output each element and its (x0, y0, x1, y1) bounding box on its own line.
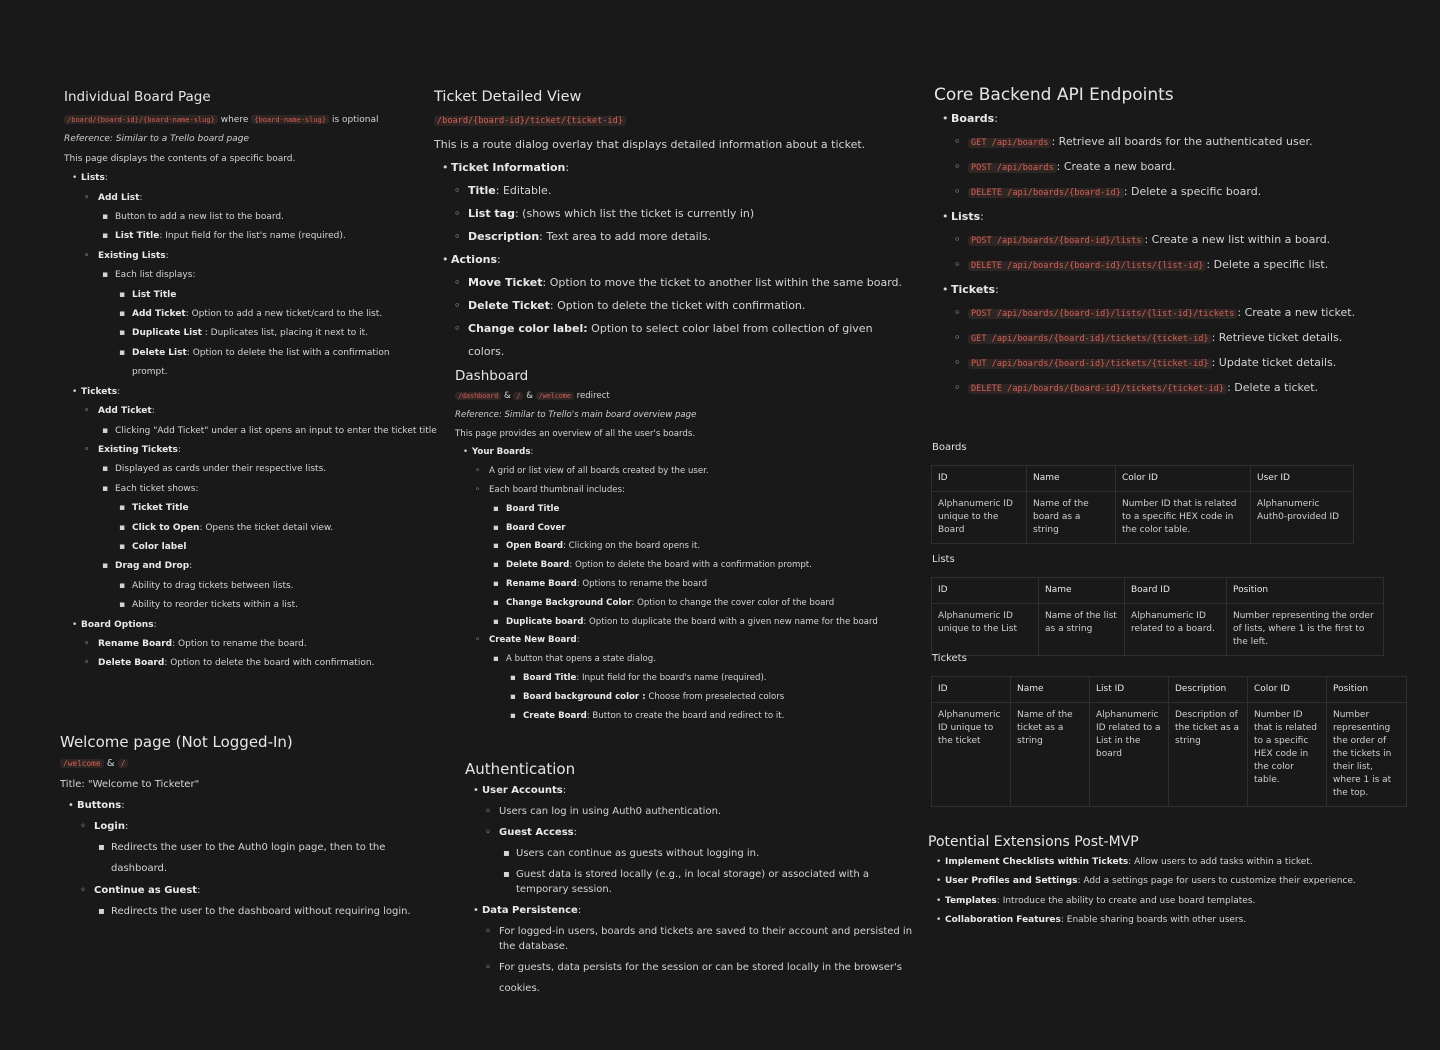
table-header: Name (1027, 466, 1116, 492)
list-item: ▪ Board Cover (489, 519, 895, 538)
list-item: ▪ Delete Board: Option to delete the board with a confirmation prompt. (489, 556, 895, 575)
list-item: ▪ Redirects the user to the Auth0 login page, then to the dashboard. (94, 837, 430, 879)
list-item: ◦ Continue as Guest: ▪ Redirects the user to the dashboard without requiring login. (77, 880, 430, 922)
list-item: • User Profiles and Settings: Add a settings page for users to customize their experience. (932, 872, 1408, 891)
list-item: ◦ DELETE /api/boards/{board-id}/lists/{list-id} : Delete a specific list. (951, 253, 1404, 278)
board-page-title: Individual Board Page (64, 89, 211, 105)
list-item: • Buttons: ◦ Login: ▪ Redirects the user to the Auth0 login page, then to the dashboard. ◦ Continue as Guest: ▪ Redirects the user to the dashboard without requiring login. (64, 795, 430, 922)
list-item: ◦ POST /api/boards/{board-id}/lists/{list-id}/tickets : Create a new ticket. (951, 301, 1404, 326)
list-item: • Board Options: ◦ Rename Board: Option to rename the board. ◦ Delete Board: Option to delete the board with confirmation. (68, 616, 424, 674)
dashboard-card (455, 365, 895, 725)
table-row (932, 703, 1407, 807)
table-header: Description (1169, 677, 1248, 703)
board-reference: Reference: Similar to a Trello board page (64, 134, 250, 145)
table-header: Color ID (1116, 466, 1251, 492)
api-card (934, 83, 1404, 401)
list-item: ◦ Change color label: Option to select color label from collection of given colors. (451, 317, 904, 363)
table-cell: Name of the list as a string (1039, 604, 1125, 656)
list-item: • Lists: ◦ Add List: ▪ Button to add a new list to the board. ▪ List Title: Input field for the list's name (required). ◦ Existing Lists: ▪ Each list displays: ▪ List Title ▪ Add Ticket: Option to add a new ticket/card to the list. ▪ Duplicate List : Duplicates list, placing it next to it. ▪ Delete List: Option to delete the list with a confirmation prompt. (68, 169, 424, 382)
route-optional-text: is optional (331, 115, 379, 125)
dashboard-intro: This page provides an overview of all the user's boards. (455, 428, 696, 439)
list-item: ▪ Create Board: Button to create the board and redirect to it. (506, 707, 895, 726)
list-item: ▪ Open Board: Clicking on the board opens it. (489, 537, 895, 556)
list-item: ◦ Existing Tickets: ▪ Displayed as cards under their respective lists. ▪ Each ticket shows: ▪ Ticket Title ▪ Click to Open: Opens the ticket detail view. ▪ Color label ▪ Drag and Drop: ▪ Ability to drag tickets between lists. ▪ Ability to reorder tickets within a list. (81, 441, 424, 616)
api-title: Core Backend API Endpoints (934, 85, 1174, 105)
table-header: Board ID (1125, 578, 1227, 604)
table-cell: Number ID that is related to a specific HEX code in the color table. (1248, 703, 1327, 807)
extensions-title: Potential Extensions Post-MVP (928, 834, 1139, 850)
list-item: ▪ List Title (115, 286, 424, 305)
dashboard-route (455, 387, 895, 406)
list-item: ◦ Add List: ▪ Button to add a new list to the board. ▪ List Title: Input field for the list's name (required). (81, 189, 424, 247)
table-cell: Alphanumeric ID unique to the Board (932, 492, 1027, 544)
tickets-table-caption: Tickets (932, 653, 967, 664)
boards-table (931, 465, 1354, 544)
ticket-route-code: /board/{board-id}/ticket/{ticket-id} (434, 116, 626, 126)
list-item: ◦ Login: ▪ Redirects the user to the Auth0 login page, then to the dashboard. (77, 816, 430, 879)
list-item: ◦ Guest Access: ▪ Users can continue as guests without logging in. ▪ Guest data is stored locally (e.g., in local storage) or associated with a temporary session. (482, 822, 915, 900)
list-item: ▪ Each list displays: ▪ List Title ▪ Add Ticket: Option to add a new ticket/card to the list. ▪ Duplicate List : Duplicates list, placing it next to it. ▪ Delete List: Option to delete the list with a confirmation prompt. (98, 266, 424, 382)
table-header: Color ID (1248, 677, 1327, 703)
tickets-table (931, 676, 1407, 807)
list-item: ◦ Move Ticket: Option to move the ticket to another list within the same board. (451, 271, 904, 294)
list-item: ◦ DELETE /api/boards/{board-id} : Delete a specific board. (951, 180, 1404, 205)
table-cell: Alphanumeric ID related to a board. (1125, 604, 1227, 656)
list-item: ◦ PUT /api/boards/{board-id}/tickets/{ticket-id} : Update ticket details. (951, 351, 1404, 376)
boards-table-caption: Boards (932, 442, 967, 453)
amp-text: & (106, 758, 115, 769)
extensions-card (928, 831, 1408, 931)
dashboard-route-code: /dashboard (455, 392, 501, 400)
list-item: • Data Persistence: ◦ For logged-in users, boards and tickets are saved to their account and persisted in the database. ◦ For guests, data persists for the session or can be stored locally in the browser's cookies. (469, 900, 915, 999)
table-header: List ID (1090, 677, 1169, 703)
route-where-text: where (220, 115, 249, 125)
table-cell: Number ID that is related to a specific HEX code in the color table. (1116, 492, 1251, 544)
list-item: ▪ Clicking "Add Ticket" under a list opens an input to enter the ticket title (98, 422, 424, 441)
list-item: ▪ Color label (115, 538, 424, 557)
list-item: ◦ Rename Board: Option to rename the board. (81, 635, 424, 654)
table-cell: Description of the ticket as a string (1169, 703, 1248, 807)
list-item: • Actions: ◦ Move Ticket: Option to move the ticket to another list within the same board. ◦ Delete Ticket: Option to delete the ticket with confirmation. ◦ Change color label: Option to select color label from collection of given colors. (438, 248, 904, 363)
board-route (64, 110, 424, 130)
list-item: ▪ Add Ticket: Option to add a new ticket/card to the list. (115, 305, 424, 324)
ticket-view-title: Ticket Detailed View (434, 89, 582, 105)
list-item: • Your Boards: ◦ A grid or list view of all boards created by the user. ◦ Each board thumbnail includes: ▪ Board Title ▪ Board Cover ▪ Open Board: Clicking on the board opens it. ▪ Delete Board: Option to delete the board with a confirmation prompt. ▪ Rename Board: Options to rename the board ▪ Change Background Color: Option to change the cover color of the board ▪ Duplicate board: Option to duplicate the board with a given new name for the board ◦ Create New Board: ▪ A button that opens a state dialog. ▪ Board Title: Input field for the board's name (required). ▪ Board background color : Choose from preselected colors ▪ Create Board: Button to create the board and redirect to it. (459, 443, 895, 725)
table-cell: Alphanumeric ID unique to the ticket (932, 703, 1011, 807)
list-item: ▪ Button to add a new list to the board. (98, 208, 424, 227)
list-item: ▪ Each ticket shows: ▪ Ticket Title ▪ Click to Open: Opens the ticket detail view. ▪ Color label (98, 480, 424, 558)
table-header: ID (932, 578, 1039, 604)
list-item: • Lists: ◦ POST /api/boards/{board-id}/lists : Create a new list within a board. ◦ DELETE /api/boards/{board-id}/lists/{list-id} : Delete a specific list. (938, 205, 1404, 278)
list-item: ◦ For logged-in users, boards and tickets are saved to their account and persisted in the database. (482, 921, 915, 957)
list-item: ◦ A grid or list view of all boards created by the user. (472, 462, 895, 481)
ticket-view-card (434, 86, 904, 363)
table-cell: Alphanumeric ID unique to the List (932, 604, 1039, 656)
table-cell: Name of the ticket as a string (1011, 703, 1090, 807)
table-cell: Alphanumeric ID related to a List in the board (1090, 703, 1169, 807)
list-item: ▪ Board Title: Input field for the board's name (required). (506, 669, 895, 688)
amp-text: & (504, 391, 511, 401)
dashboard-reference: Reference: Similar to Trello's main board overview page (455, 409, 697, 420)
table-cell: Alphanumeric Auth0-provided ID (1251, 492, 1354, 544)
list-item: ▪ Ability to drag tickets between lists. (115, 577, 424, 596)
list-item: ◦ GET /api/boards : Retrieve all boards for the authenticated user. (951, 130, 1404, 155)
list-item: ▪ Click to Open: Opens the ticket detail view. (115, 519, 424, 538)
table-row (932, 604, 1384, 656)
root-route-code: / (118, 759, 129, 768)
table-header: User ID (1251, 466, 1354, 492)
list-item: ◦ Users can log in using Auth0 authentication. (482, 801, 915, 822)
list-item: ◦ POST /api/boards : Create a new board. (951, 155, 1404, 180)
list-item: • Ticket Information: ◦ Title: Editable. ◦ List tag: (shows which list the ticket is currently in) ◦ Description: Text area to add more details. (438, 156, 904, 248)
table-cell: Number representing the order of the tickets in their list, where 1 is at the top. (1327, 703, 1407, 807)
list-item: ◦ GET /api/boards/{board-id}/tickets/{ticket-id} : Retrieve ticket details. (951, 326, 1404, 351)
table-header: Name (1011, 677, 1090, 703)
list-item: • Templates: Introduce the ability to create and use board templates. (932, 892, 1408, 911)
dashboard-title: Dashboard (455, 368, 529, 384)
list-item: • Boards: ◦ GET /api/boards : Retrieve all boards for the authenticated user. ◦ POST /api/boards : Create a new board. ◦ DELETE /api/boards/{board-id} : Delete a specific board. (938, 107, 1404, 205)
list-item: • Tickets: ◦ POST /api/boards/{board-id}/lists/{list-id}/tickets : Create a new ticket. ◦ GET /api/boards/{board-id}/tickets/{ticket-id} : Retrieve ticket details. ◦ PUT /api/boards/{board-id}/tickets/{ticket-id} : Update ticket details. ◦ DELETE /api/boards/{board-id}/tickets/{ticket-id} : Delete a ticket. (938, 278, 1404, 401)
auth-card (465, 758, 915, 999)
table-header: Position (1327, 677, 1407, 703)
list-item: ◦ For guests, data persists for the session or can be stored locally in the browser's cookies. (482, 957, 915, 999)
welcome-title: Welcome page (Not Logged-In) (60, 733, 293, 751)
lists-table (931, 577, 1384, 656)
list-item: • User Accounts: ◦ Users can log in using Auth0 authentication. ◦ Guest Access: ▪ Users can continue as guests without logging in. ▪ Guest data is stored locally (e.g., in local storage) or associated with a temporary session. (469, 780, 915, 900)
table-header: Position (1227, 578, 1384, 604)
list-item: ▪ Board background color : Choose from preselected colors (506, 688, 895, 707)
list-item: ▪ Board Title (489, 500, 895, 519)
welcome-route-code: /welcome (60, 759, 104, 768)
list-item: ▪ Ability to reorder tickets within a list. (115, 596, 424, 615)
table-cell: Name of the board as a string (1027, 492, 1116, 544)
list-item: ▪ Duplicate List : Duplicates list, placing it next to it. (115, 324, 424, 343)
auth-title: Authentication (465, 760, 576, 778)
list-item: ▪ List Title: Input field for the list's name (required). (98, 227, 424, 246)
list-item: ◦ DELETE /api/boards/{board-id}/tickets/{ticket-id} : Delete a ticket. (951, 376, 1404, 401)
list-item: ▪ Displayed as cards under their respective lists. (98, 460, 424, 479)
table-header: ID (932, 677, 1011, 703)
welcome-title-line: Title: "Welcome to Ticketer" (60, 779, 200, 791)
board-slug-code: {board-name-slug} (251, 115, 329, 124)
table-cell: Number representing the order of lists, where 1 is the first to the left. (1227, 604, 1384, 656)
welcome-card (60, 731, 430, 922)
ticket-intro: This is a route dialog overlay that displays detailed information about a ticket. (434, 138, 866, 151)
list-item: • Collaboration Features: Enable sharing boards with other users. (932, 911, 1408, 930)
list-item: ▪ Guest data is stored locally (e.g., in local storage) or associated with a temporary session. (499, 864, 915, 900)
board-intro: This page displays the contents of a specific board. (64, 153, 296, 164)
list-item: ▪ Duplicate board: Option to duplicate the board with a given new name for the board (489, 613, 895, 632)
board-route-code: /board/{board-id}/{board-name-slug} (64, 115, 218, 124)
list-item: ◦ Each board thumbnail includes: ▪ Board Title ▪ Board Cover ▪ Open Board: Clicking on the board opens it. ▪ Delete Board: Option to delete the board with a confirmation prompt. ▪ Rename Board: Options to rename the board ▪ Change Background Color: Option to change the cover color of the board ▪ Duplicate board: Option to duplicate the board with a given new name for the board (472, 481, 895, 631)
welcome-route (60, 753, 430, 774)
table-header: ID (932, 466, 1027, 492)
list-item: ◦ Title: Editable. (451, 179, 904, 202)
lists-table-caption: Lists (932, 554, 955, 565)
list-item: ▪ Redirects the user to the dashboard without requiring login. (94, 901, 430, 922)
list-item: ▪ Delete List: Option to delete the list with a confirmation prompt. (115, 344, 424, 383)
list-item: ▪ Change Background Color: Option to change the cover color of the board (489, 594, 895, 613)
list-item: ◦ Create New Board: ▪ A button that opens a state dialog. ▪ Board Title: Input field for the board's name (required). ▪ Board background color : Choose from preselected colors ▪ Create Board: Button to create the board and redirect to it. (472, 631, 895, 725)
list-item: ▪ Drag and Drop: ▪ Ability to drag tickets between lists. ▪ Ability to reorder tickets within a list. (98, 557, 424, 615)
board-page-card (64, 88, 437, 674)
root-route-code: / (513, 392, 523, 400)
list-item: • Implement Checklists within Tickets: Allow users to add tasks within a ticket. (932, 853, 1408, 872)
list-item: ◦ Description: Text area to add more details. (451, 225, 904, 248)
amp-text: & (526, 391, 533, 401)
list-item: ◦ Existing Lists: ▪ Each list displays: ▪ List Title ▪ Add Ticket: Option to add a new ticket/card to the list. ▪ Duplicate List : Duplicates list, placing it next to it. ▪ Delete List: Option to delete the list with a confirmation prompt. (81, 247, 424, 383)
list-item: ▪ Ticket Title (115, 499, 424, 518)
list-item: ▪ Rename Board: Options to rename the board (489, 575, 895, 594)
welcome-route-code: /welcome (536, 392, 574, 400)
list-item: ◦ Delete Ticket: Option to delete the ticket with confirmation. (451, 294, 904, 317)
list-item: ◦ List tag: (shows which list the ticket is currently in) (451, 202, 904, 225)
redirect-text: redirect (576, 391, 610, 401)
table-header: Name (1039, 578, 1125, 604)
list-item: ◦ Delete Board: Option to delete the board with confirmation. (81, 654, 424, 673)
table-row (932, 492, 1354, 544)
list-item: • Tickets: ◦ Add Ticket: ▪ Clicking "Add Ticket" under a list opens an input to enter the ticket title ◦ Existing Tickets: ▪ Displayed as cards under their respective lists. ▪ Each ticket shows: ▪ Ticket Title ▪ Click to Open: Opens the ticket detail view. ▪ Color label ▪ Drag and Drop: ▪ Ability to drag tickets between lists. ▪ Ability to reorder tickets within a list. (68, 383, 424, 616)
list-item: ◦ Add Ticket: ▪ Clicking "Add Ticket" under a list opens an input to enter the ticket title (81, 402, 424, 441)
list-item: ▪ Users can continue as guests without logging in. (499, 843, 915, 864)
list-item: ▪ A button that opens a state dialog. ▪ Board Title: Input field for the board's name (required). ▪ Board background color : Choose from preselected colors ▪ Create Board: Button to create the board and redirect to it. (489, 650, 895, 725)
list-item: ◦ POST /api/boards/{board-id}/lists : Create a new list within a board. (951, 228, 1404, 253)
